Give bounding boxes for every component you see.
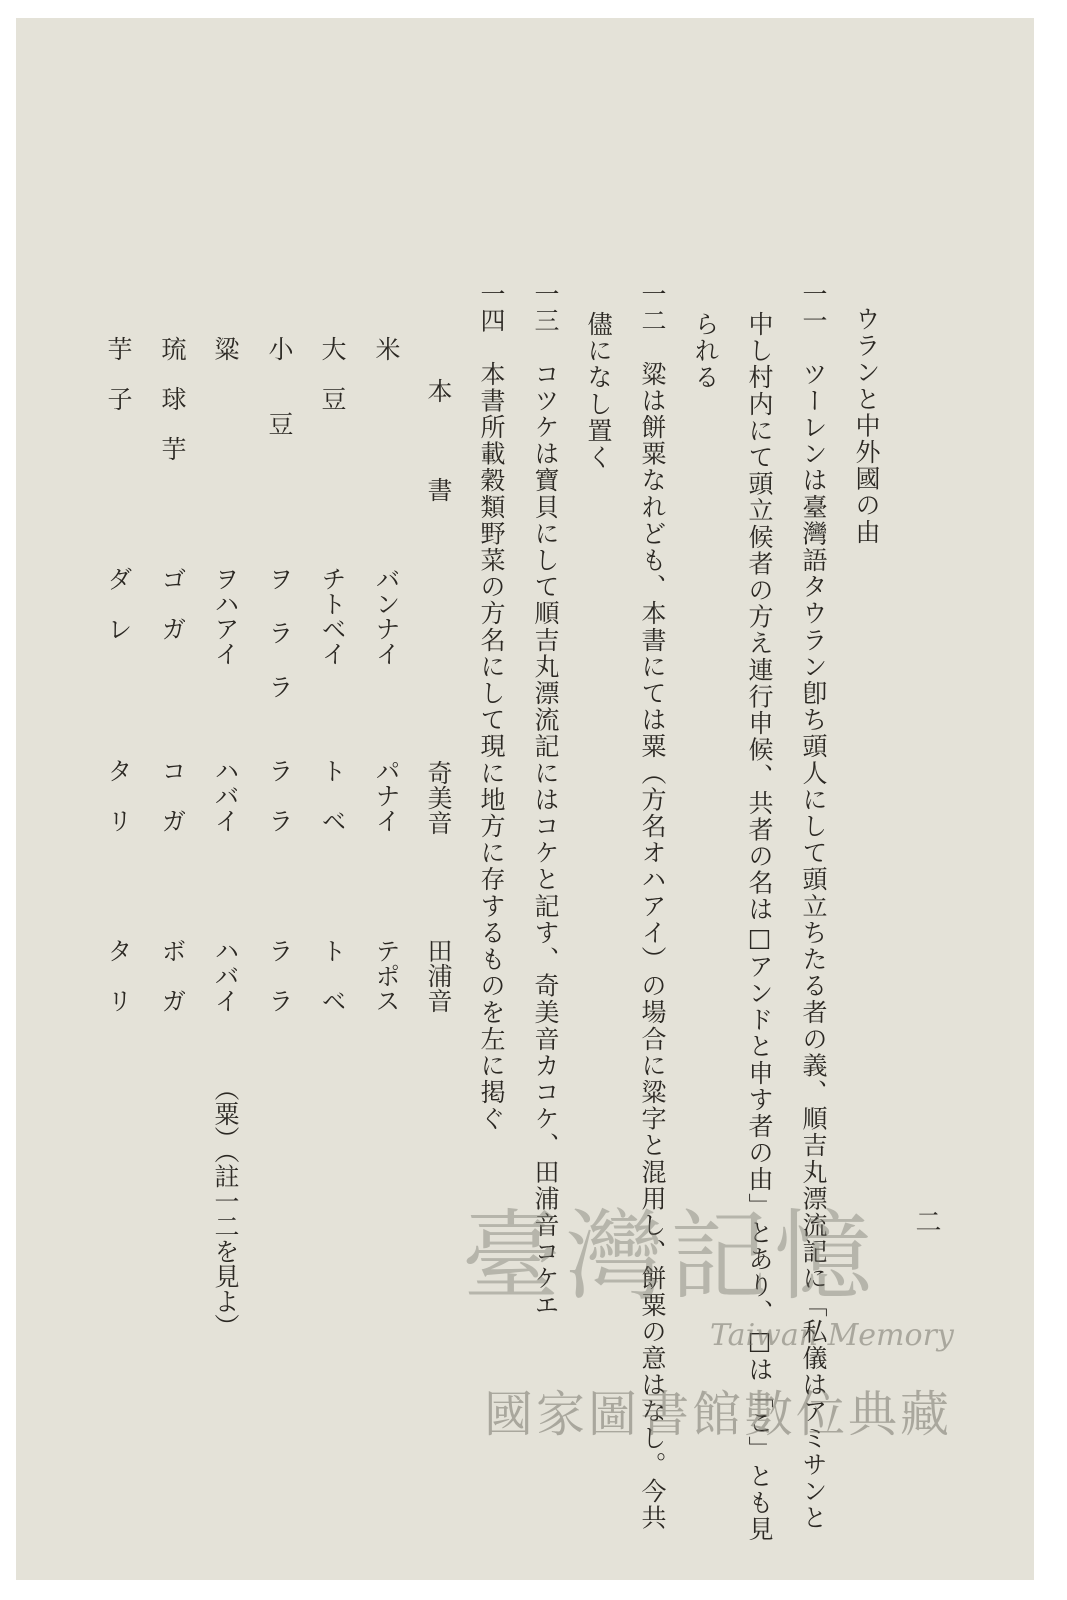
table-row-name: 米 [372,336,401,361]
table-cell-honsho: ヲハアイ [211,566,240,666]
watermark-calligraphy: 臺灣記憶 [462,1200,879,1314]
table-cell-tara: ボ ガ [158,938,187,1013]
watermark-library: 國家圖書館數位典藏 [484,1386,953,1443]
note-13: 一三 コツケは寶貝にして順吉丸漂流記にはコケと記す、奇美音カコケ、田浦音コケエ [531,281,560,1319]
table-cell-honsho: ゴ ガ [158,566,187,641]
table-row-name: 大 豆 [318,336,347,411]
table-cell-tara: テポス [372,938,401,1013]
note-12-line-1: 一二 粱は餅粟なれども、本書にては粟（方名オハアイ）の場合に粱字と混用し、餅粟の意はなし。今共 [638,281,667,1532]
table-row-name: 小 豆 [265,336,294,436]
note-12-line-2: 儘になし置く [584,311,613,471]
table-cell-tara: タ リ [104,938,133,1013]
table-row-name: 粱 [211,336,240,361]
table-cell-kimi: パナイ [372,758,401,833]
table-cell-honsho: ダ レ [104,566,133,641]
note-11-line-3: られる [691,311,720,391]
table-cell-honsho: バンナイ [372,566,401,666]
table-row-name: 芋 子 [104,336,133,411]
table-header-tara: 田浦音 [424,938,453,1013]
table-header-honsho: 本 書 [424,378,453,510]
watermark-english: Taiwan Memory [710,1318,954,1353]
note-14: 一四 本書所載穀類野菜の方名にして現に地方に存するものを左に掲ぐ [477,281,506,1133]
note-11-line-2: 中し村内にて頭立候者の方え連行申候、共者の名は□アンドと申す者の由」とあり、□は「こ」とも見 [745,311,774,1543]
table-cell-kimi: タ リ [104,758,133,833]
table-row-name: 琉 球 芋 [158,336,187,461]
table-header-kimi: 奇美音 [424,760,453,835]
table-cell-honsho: チトベイ [318,566,347,666]
table-cell-honsho: ヲ ラ ラ [265,566,294,699]
table-cell-kimi: ラ ラ [265,758,294,833]
note-11-line-1: 一一 ツーレンは臺灣語タウラン卽ち頭人にして頭立ちたる者の義、順吉丸漂流記に「私儀はアミサンと [799,281,828,1532]
table-cell-kimi: コ ガ [158,758,187,833]
table-cell-tara: ハバイ [211,938,240,1013]
table-cell-tara: ラ ラ [265,938,294,1013]
table-cell-note: （粟）（註一二を見よ） [211,1076,240,1339]
note-continuation: ウランと中外國の由 [852,306,881,546]
table-cell-kimi: ト ベ [318,758,347,833]
table-cell-kimi: ハバイ [211,758,240,833]
page-number: 二 [911,1208,941,1234]
table-cell-tara: ト ベ [318,938,347,1013]
